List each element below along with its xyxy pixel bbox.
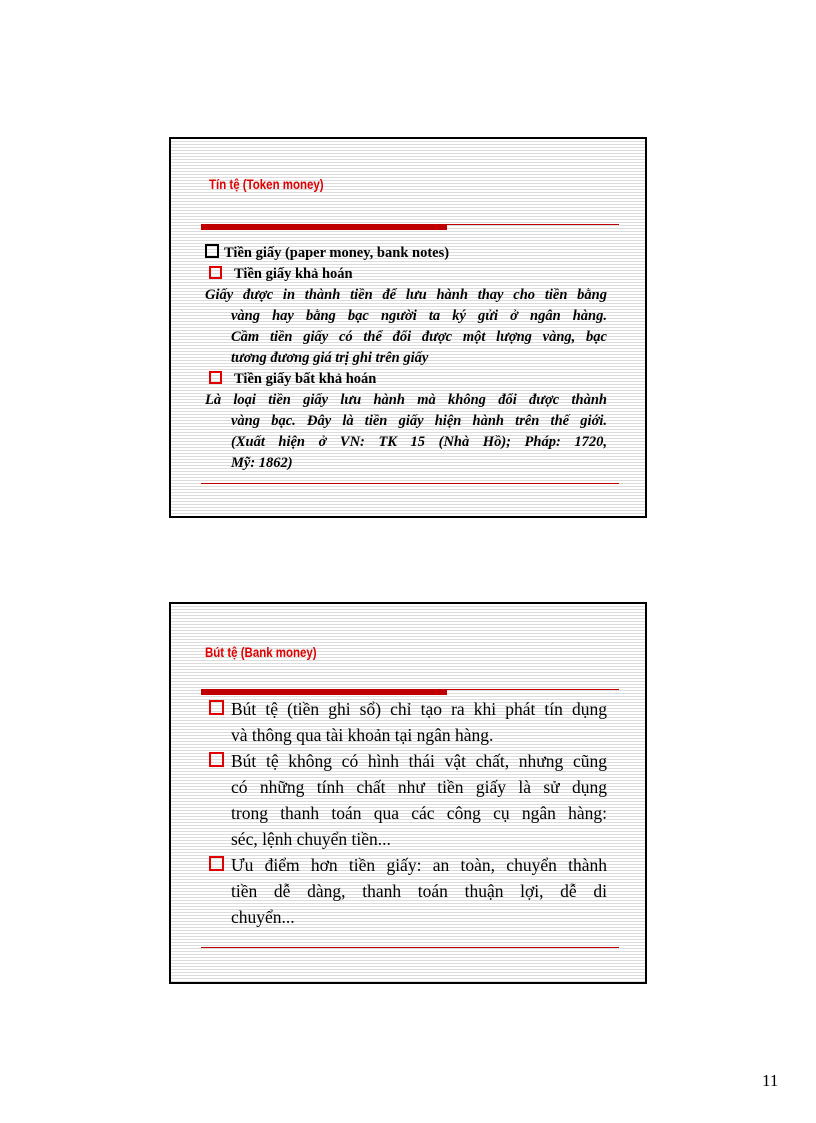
sub-heading-inconvertible xyxy=(205,369,607,390)
desc-line: vàng bạc. Đây là tiền giấy hiện hành trên thế giới. xyxy=(231,413,607,429)
desc-line: Cầm tiền giấy có thể đổi được một lượng vàng, bạc xyxy=(231,329,607,345)
bottom-rule xyxy=(201,947,619,948)
checkbox-square-icon xyxy=(205,244,219,258)
sub-heading-text: Tiền giấy khả hoán xyxy=(234,266,353,282)
checkbox-square-icon xyxy=(209,856,224,871)
checkbox-square-icon xyxy=(209,266,222,279)
item-line: séc, lệnh chuyển tiền... xyxy=(231,829,391,849)
checkbox-square-icon xyxy=(209,371,222,384)
desc-line: tương đương giá trị ghi trên giấy xyxy=(231,350,429,366)
desc-line: Mỹ: 1862) xyxy=(231,455,293,471)
list-item xyxy=(205,852,607,930)
slide-title: Tín tệ (Token money) xyxy=(209,176,324,192)
item-line: và thông qua tài khoản tại ngân hàng. xyxy=(231,725,494,745)
desc-convertible xyxy=(205,285,607,369)
desc-line: vàng hay bằng bạc người ta ký gửi ở ngân hàng. xyxy=(231,308,607,324)
list-item xyxy=(205,696,607,748)
slide-bank-money xyxy=(169,602,647,984)
heading-text: Tiền giấy (paper money, bank notes) xyxy=(224,245,450,261)
title-rule-thin xyxy=(201,224,619,225)
sub-heading-convertible xyxy=(205,264,607,285)
slide-content xyxy=(205,243,607,474)
heading-paper-money xyxy=(205,243,607,264)
item-line: trong thanh toán qua các công cụ ngân hàng: xyxy=(231,803,607,823)
desc-inconvertible xyxy=(205,390,607,474)
desc-line: Là loại tiền giấy lưu hành mà không đổi được thành xyxy=(205,392,607,408)
checkbox-square-icon xyxy=(209,700,224,715)
sub-heading-text: Tiền giấy bất khả hoán xyxy=(234,371,377,387)
page-number: 11 xyxy=(762,1071,779,1090)
title-rule-thin xyxy=(201,689,619,690)
desc-line: Giấy được in thành tiền để lưu hành thay cho tiền bằng xyxy=(205,287,607,303)
item-line: Bút tệ (tiền ghi sổ) chỉ tạo ra khi phát tín dụng xyxy=(231,699,607,719)
list-item xyxy=(205,748,607,852)
desc-line: (Xuất hiện ở VN: TK 15 (Nhà Hồ); Pháp: 1720, xyxy=(231,434,607,450)
item-line: Ưu điểm hơn tiền giấy: an toàn, chuyển thành xyxy=(231,855,607,875)
item-line: Bút tệ không có hình thái vật chất, nhưng cũng xyxy=(231,751,607,771)
slide-token-money xyxy=(169,137,647,518)
slide-content xyxy=(205,696,607,930)
checkbox-square-icon xyxy=(209,752,224,767)
item-line: chuyển... xyxy=(231,907,295,927)
item-line: có những tính chất như tiền giấy là sử dụng xyxy=(231,777,607,797)
slide-title: Bút tệ (Bank money) xyxy=(205,644,317,660)
bottom-rule xyxy=(201,483,619,484)
item-line: tiền dễ dàng, thanh toán thuận lợi, dễ di xyxy=(231,881,607,901)
